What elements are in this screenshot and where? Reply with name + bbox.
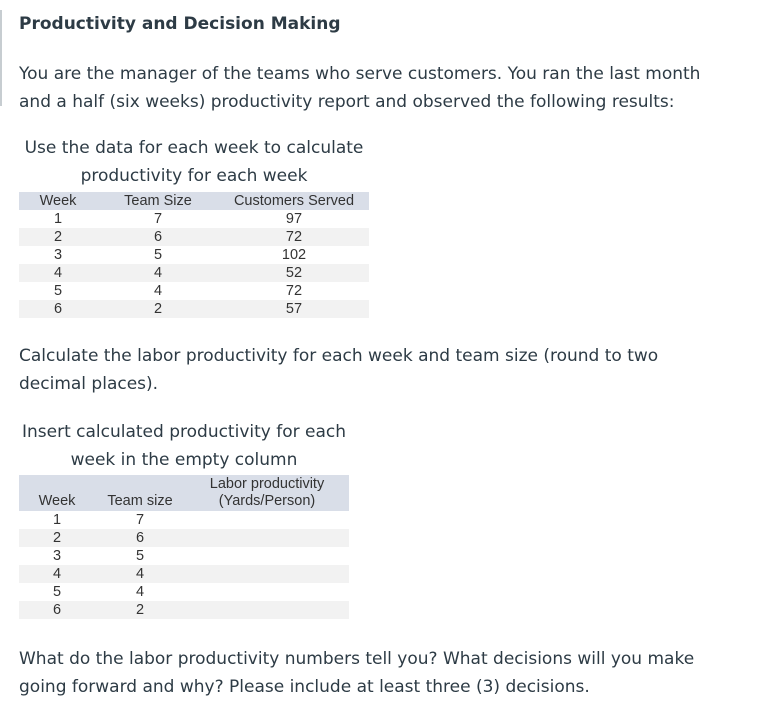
page-title: Productivity and Decision Making bbox=[19, 14, 341, 34]
table-row bbox=[19, 547, 349, 565]
week-cell: 6 bbox=[53, 301, 63, 317]
table-row bbox=[19, 511, 349, 529]
table2 bbox=[19, 475, 349, 619]
header-line: Labor productivity bbox=[209, 476, 325, 492]
calc-line: Calculate the labor productivity for each week and team size (round to two bbox=[19, 346, 659, 366]
week-cell: 1 bbox=[53, 211, 63, 227]
table-row bbox=[19, 601, 349, 619]
team-size-cell: 7 bbox=[135, 512, 145, 528]
table1-caption-line: productivity for each week bbox=[80, 166, 308, 186]
team-size-cell: 5 bbox=[135, 548, 145, 564]
table2-caption-line: Insert calculated productivity for each bbox=[21, 422, 347, 442]
team-size-cell: 2 bbox=[135, 602, 145, 618]
customers-served-cell: 97 bbox=[285, 211, 303, 227]
week-cell: 2 bbox=[53, 229, 63, 245]
header-line: (Yards/Person) bbox=[218, 493, 316, 509]
customers-served-cell: 72 bbox=[285, 229, 303, 245]
quote-left-rule bbox=[0, 10, 2, 106]
question-paragraph bbox=[19, 645, 694, 701]
team-size-cell: 4 bbox=[153, 265, 163, 281]
week-cell: 3 bbox=[53, 247, 63, 263]
table-row bbox=[19, 246, 369, 264]
customers-served-cell: 72 bbox=[285, 283, 303, 299]
table2-header-team-size: Team size bbox=[107, 493, 173, 509]
table2-header-row bbox=[19, 475, 349, 511]
team-size-cell: 4 bbox=[135, 584, 145, 600]
table2-header-week: Week bbox=[38, 493, 76, 509]
week-cell: 4 bbox=[52, 566, 62, 582]
team-size-cell: 2 bbox=[153, 301, 163, 317]
table1-header-team-size: Team Size bbox=[124, 193, 192, 209]
customers-served-cell: 52 bbox=[285, 265, 303, 281]
week-cell: 1 bbox=[52, 512, 62, 528]
team-size-cell: 6 bbox=[153, 229, 163, 245]
week-cell: 5 bbox=[52, 584, 62, 600]
table1-header-row bbox=[19, 192, 369, 210]
table1-header-week: Week bbox=[39, 193, 77, 209]
team-size-cell: 4 bbox=[135, 566, 145, 582]
table-row bbox=[19, 282, 369, 300]
question-line: What do the labor productivity numbers tell you? What decisions will you make bbox=[19, 649, 695, 669]
table1-header-customers-served: Customers Served bbox=[233, 193, 355, 209]
customers-served-cell: 102 bbox=[281, 247, 307, 263]
table1-caption-line: Use the data for each week to calculate bbox=[24, 138, 364, 158]
table-row bbox=[19, 583, 349, 601]
team-size-cell: 7 bbox=[153, 211, 163, 227]
week-cell: 2 bbox=[52, 530, 62, 546]
week-cell: 6 bbox=[52, 602, 62, 618]
table1-caption bbox=[19, 134, 369, 190]
question-line: going forward and why? Please include at least three (3) decisions. bbox=[19, 677, 590, 697]
week-cell: 3 bbox=[52, 548, 62, 564]
week-cell: 5 bbox=[53, 283, 63, 299]
calc-line: decimal places). bbox=[19, 374, 159, 394]
table2-caption-line: week in the empty column bbox=[70, 450, 298, 470]
table-row bbox=[19, 565, 349, 583]
table-row bbox=[19, 210, 369, 228]
table-row bbox=[19, 529, 349, 547]
team-size-cell: 4 bbox=[153, 283, 163, 299]
intro-line: and a half (six weeks) productivity report and observed the following results: bbox=[19, 92, 675, 112]
table2-header-labor-productivity bbox=[189, 476, 345, 510]
customers-served-cell: 57 bbox=[285, 301, 303, 317]
team-size-cell: 6 bbox=[135, 530, 145, 546]
table-row bbox=[19, 264, 369, 282]
table-row bbox=[19, 300, 369, 318]
team-size-cell: 5 bbox=[153, 247, 163, 263]
intro-paragraph bbox=[19, 60, 700, 116]
intro-line: You are the manager of the teams who serve customers. You ran the last month bbox=[19, 64, 701, 84]
week-cell: 4 bbox=[53, 265, 63, 281]
table1 bbox=[19, 192, 369, 318]
calc-paragraph bbox=[19, 342, 658, 398]
table-row bbox=[19, 228, 369, 246]
table2-caption bbox=[19, 418, 349, 474]
